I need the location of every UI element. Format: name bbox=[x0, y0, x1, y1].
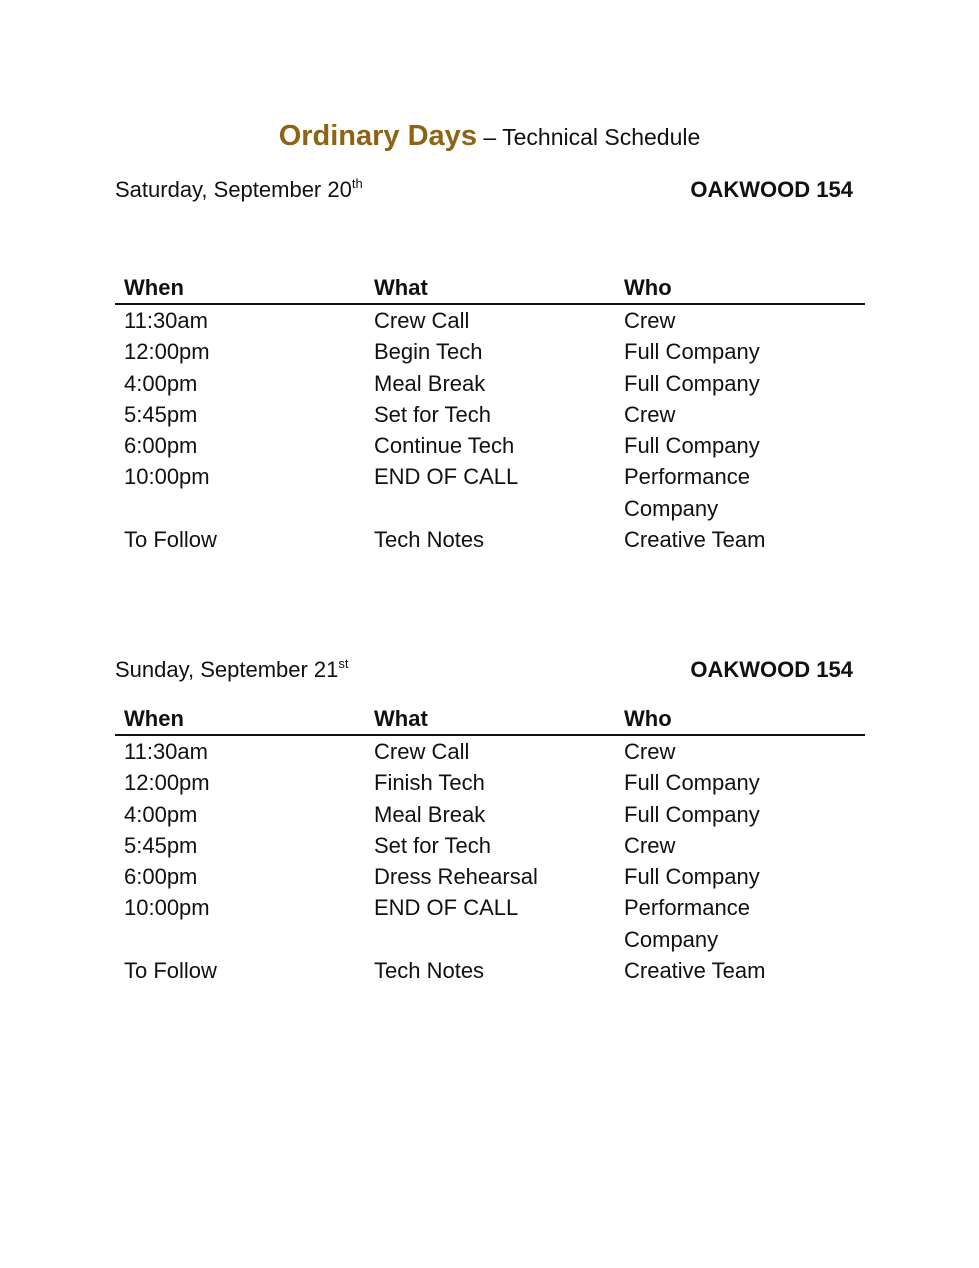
cell-who: Performance Company bbox=[624, 895, 750, 952]
cell-who: Crew bbox=[624, 308, 676, 333]
cell-when: 5:45pm bbox=[124, 832, 198, 858]
day-date: Saturday, September 20th bbox=[115, 176, 363, 202]
cell-what: Continue Tech bbox=[374, 433, 515, 459]
column-header-what: What bbox=[374, 275, 428, 300]
location-label: OAKWOOD 154 bbox=[690, 177, 853, 202]
table-row bbox=[115, 892, 865, 955]
cell-when: 6:00pm bbox=[124, 864, 198, 890]
cell-who: Crew bbox=[624, 401, 676, 427]
cell-who: Creative Team bbox=[624, 958, 766, 984]
cell-when: 12:00pm bbox=[124, 770, 210, 796]
day-header bbox=[115, 174, 853, 206]
cell-when: 4:00pm bbox=[124, 370, 198, 396]
cell-who: Full Company bbox=[624, 801, 760, 827]
cell-when: To Follow bbox=[124, 958, 217, 984]
table-row bbox=[115, 524, 865, 555]
table-header bbox=[115, 272, 865, 305]
cell-what: END OF CALL bbox=[374, 464, 519, 490]
show-title: Ordinary Days bbox=[278, 120, 477, 152]
cell-when: 11:30am bbox=[124, 739, 208, 764]
cell-what: Set for Tech bbox=[374, 401, 491, 427]
location-label: OAKWOOD 154 bbox=[690, 657, 853, 682]
date-ordinal-suffix: th bbox=[351, 176, 363, 191]
cell-what: Tech Notes bbox=[374, 958, 485, 984]
table-body bbox=[115, 736, 865, 986]
cell-who: Creative Team bbox=[624, 527, 766, 553]
schedule-subtitle: – Technical Schedule bbox=[476, 124, 701, 150]
cell-when: 6:00pm bbox=[124, 433, 198, 459]
day-header bbox=[115, 654, 853, 686]
cell-when: 11:30am bbox=[124, 308, 208, 333]
table-row bbox=[115, 461, 865, 524]
cell-who: Full Company bbox=[624, 433, 760, 459]
table-header bbox=[115, 703, 865, 736]
cell-who: Full Company bbox=[624, 770, 760, 796]
table-row bbox=[115, 736, 865, 767]
cell-what: Tech Notes bbox=[374, 527, 485, 553]
cell-who: Crew bbox=[624, 739, 676, 764]
cell-when: 10:00pm bbox=[124, 895, 210, 921]
cell-when: 10:00pm bbox=[124, 464, 210, 490]
cell-when: 5:45pm bbox=[124, 401, 198, 427]
cell-who: Full Company bbox=[624, 864, 760, 890]
column-header-what: What bbox=[374, 706, 428, 731]
table-body bbox=[115, 305, 865, 555]
cell-when: 4:00pm bbox=[124, 801, 198, 827]
cell-what: END OF CALL bbox=[374, 895, 519, 921]
cell-what: Crew Call bbox=[374, 308, 470, 333]
cell-what: Crew Call bbox=[374, 739, 470, 764]
schedule-table bbox=[115, 703, 865, 986]
column-header-when: When bbox=[124, 706, 184, 731]
cell-what: Meal Break bbox=[374, 801, 486, 827]
table-row bbox=[115, 861, 865, 892]
cell-what: Set for Tech bbox=[374, 832, 491, 858]
cell-what: Begin Tech bbox=[374, 339, 483, 365]
cell-when: 12:00pm bbox=[124, 339, 210, 365]
table-row bbox=[115, 336, 865, 367]
cell-who: Crew bbox=[624, 832, 676, 858]
table-row bbox=[115, 305, 865, 336]
cell-what: Dress Rehearsal bbox=[374, 864, 538, 890]
cell-when: To Follow bbox=[124, 527, 217, 553]
schedule-table bbox=[115, 272, 865, 555]
cell-who: Full Company bbox=[624, 339, 760, 365]
cell-who: Performance Company bbox=[624, 464, 750, 521]
day-date: Sunday, September 21st bbox=[115, 656, 349, 682]
date-ordinal-suffix: st bbox=[338, 656, 349, 671]
column-header-when: When bbox=[124, 275, 184, 300]
table-row bbox=[115, 830, 865, 861]
page-title bbox=[0, 116, 979, 161]
table-row bbox=[115, 368, 865, 399]
table-row bbox=[115, 430, 865, 461]
cell-who: Full Company bbox=[624, 370, 760, 396]
cell-what: Meal Break bbox=[374, 370, 486, 396]
table-row bbox=[115, 799, 865, 830]
table-row bbox=[115, 955, 865, 986]
table-row bbox=[115, 399, 865, 430]
column-header-who: Who bbox=[624, 706, 672, 731]
table-row bbox=[115, 767, 865, 798]
cell-what: Finish Tech bbox=[374, 770, 485, 796]
column-header-who: Who bbox=[624, 275, 672, 300]
